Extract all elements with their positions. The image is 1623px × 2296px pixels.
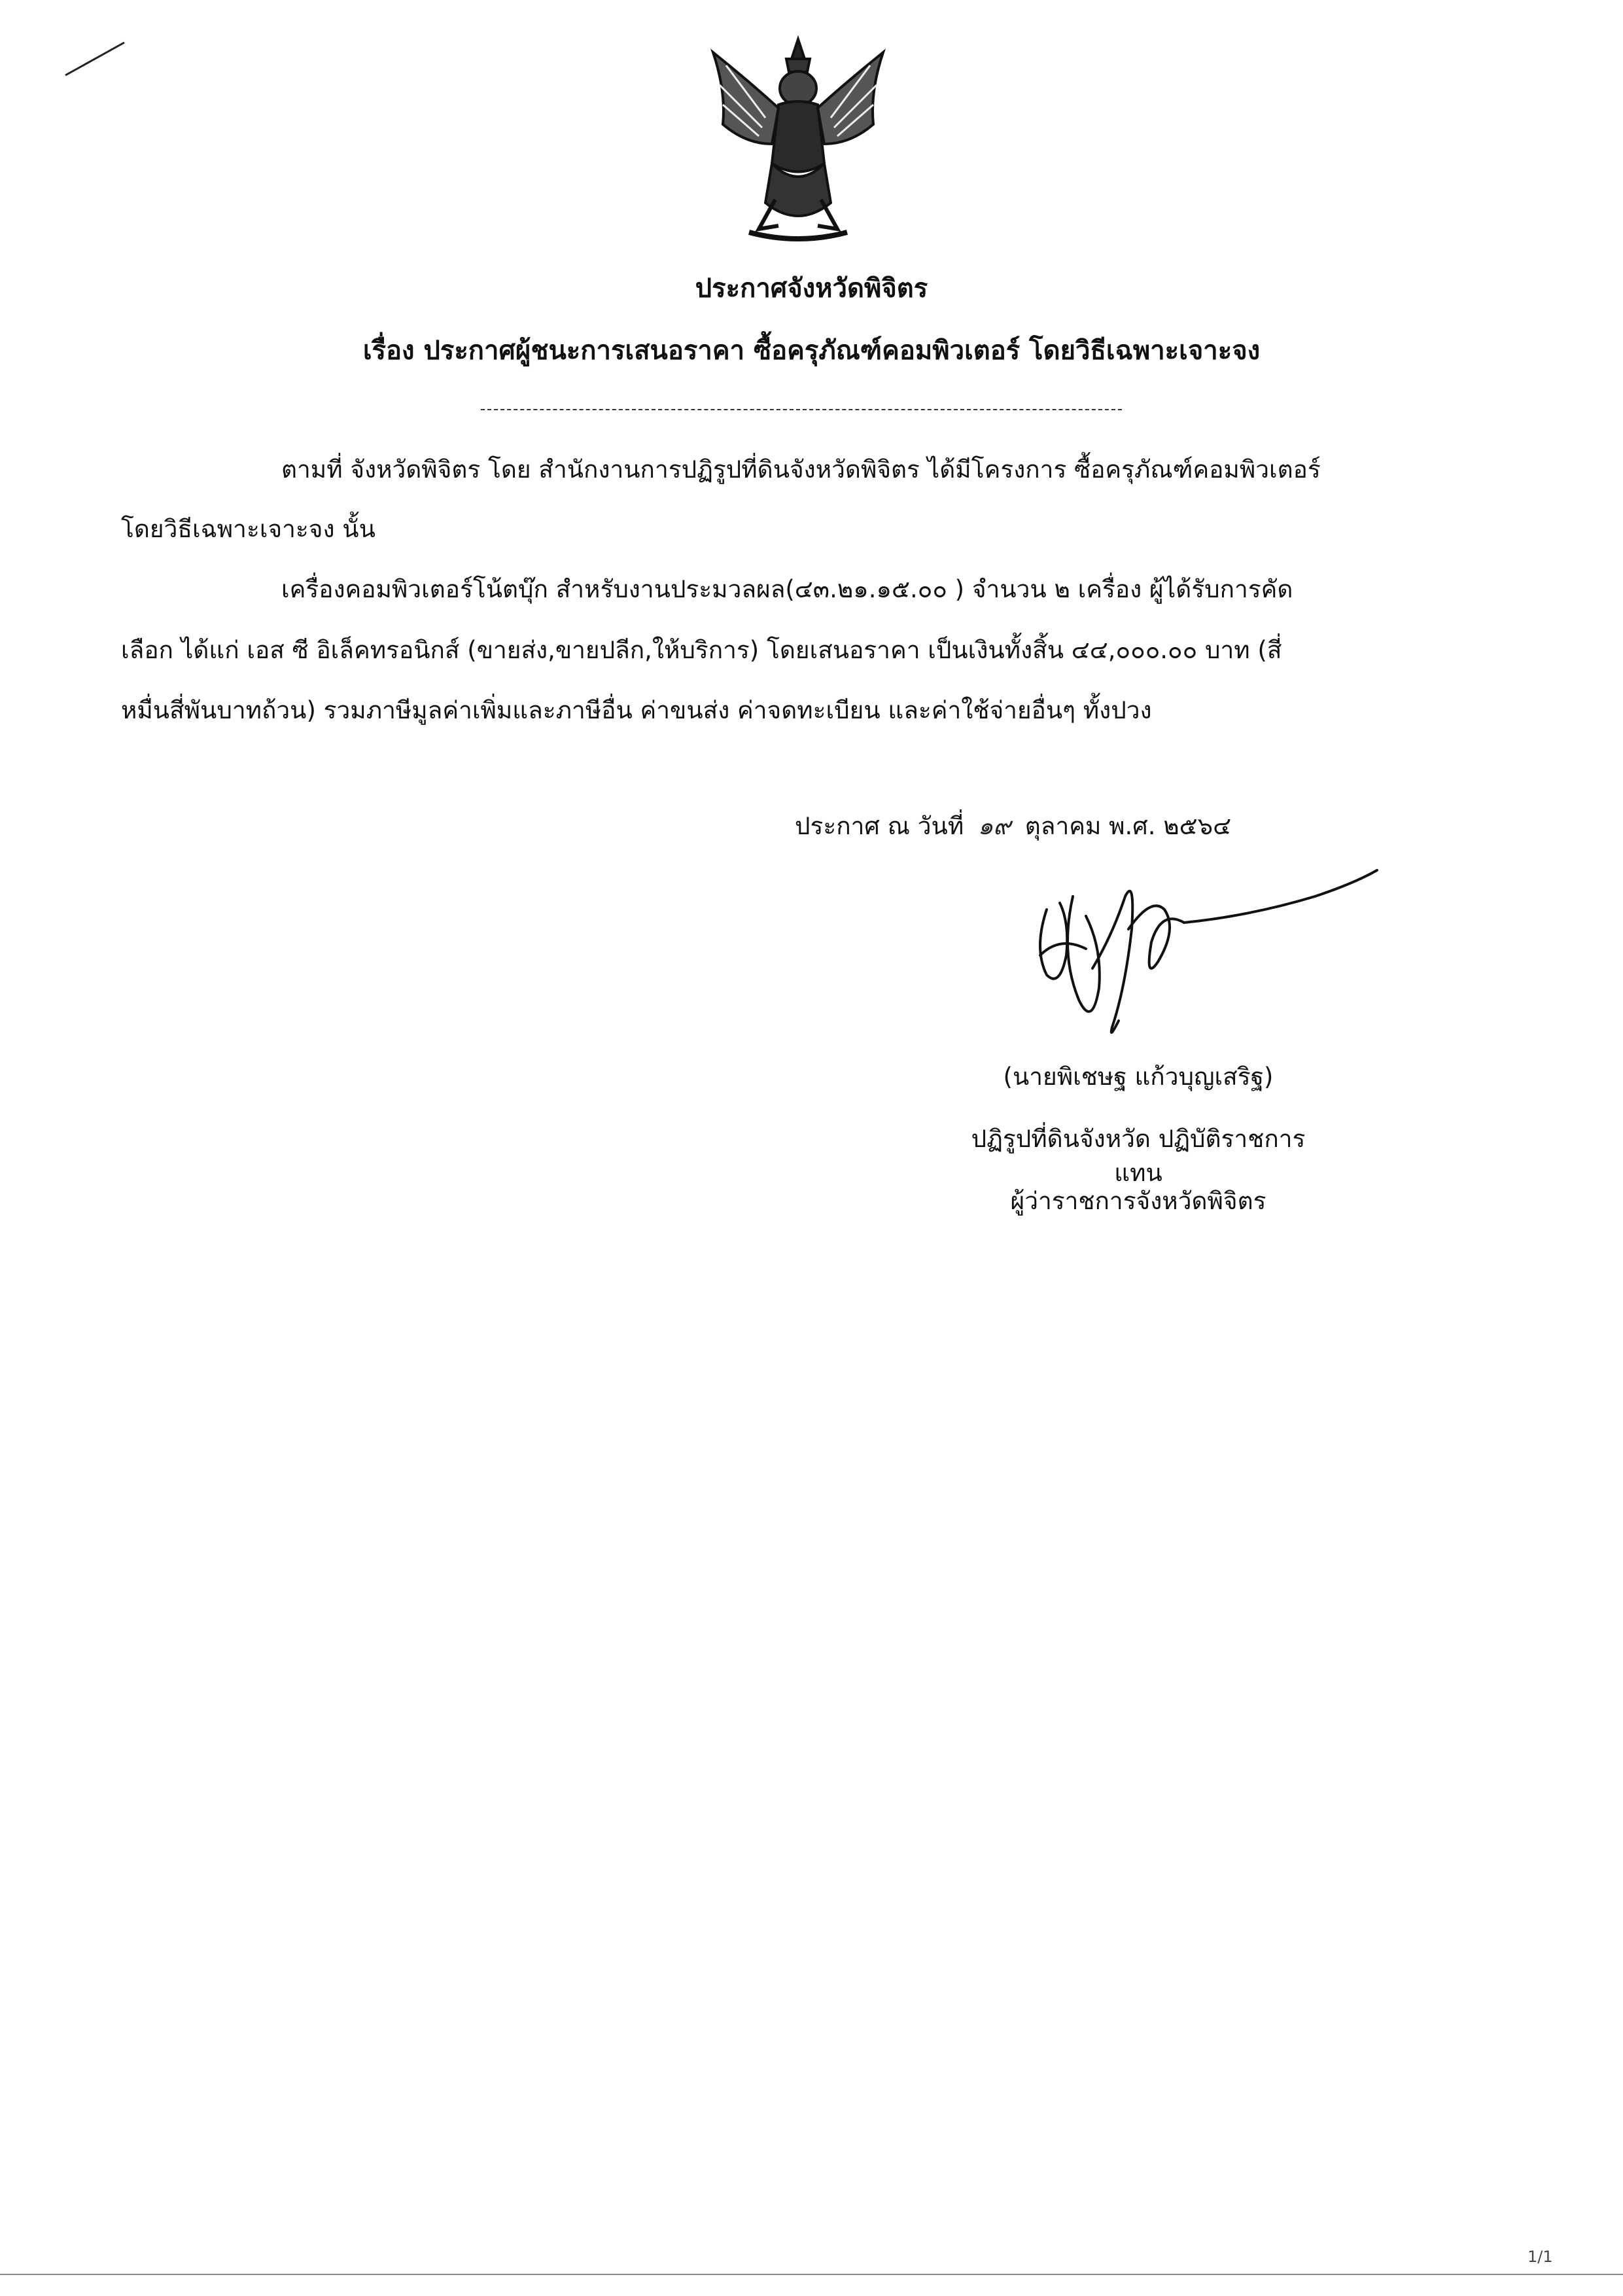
scan-edge-line (0, 2274, 1623, 2275)
pen-mark-icon (62, 39, 128, 79)
paragraph-2-line-1: เครื่องคอมพิวเตอร์โน้ตบุ๊ก สำหรับงานประมวลผล(๔๓.๒๑.๑๕.๐๐ ) จำนวน ๒ เครื่อง ผู้ได้รับการคัด (281, 575, 1293, 603)
signatory-position-2: ผู้ว่าราชการจังหวัดพิจิตร (1010, 1187, 1266, 1215)
page-number: 1/1 (1527, 2248, 1553, 2266)
signatory-name: (นายพิเชษฐ แก้วบุญเสริฐ) (1003, 1063, 1274, 1091)
paragraph-1-line-2: โดยวิธีเฉพาะเจาะจง นั้น (121, 515, 375, 543)
dashed-divider (481, 409, 1122, 410)
signatory-position-1: ปฏิรูปที่ดินจังหวัด ปฏิบัติราชการแทน (971, 1125, 1306, 1187)
garuda-emblem-icon (687, 33, 909, 249)
paragraph-2-line-2: เลือก ได้แก่ เอส ซี อิเล็คทรอนิกส์ (ขายส่ง,ขายปลีก,ให้บริการ) โดยเสนอราคา เป็นเงินทั้งสิ้น ๔๔,๐๐๐.๐๐ บาท (สี่ (121, 636, 1282, 664)
document-subject: เรื่อง ประกาศผู้ชนะการเสนอราคา ซื้อครุภัณฑ์คอมพิวเตอร์ โดยวิธีเฉพาะเจาะจง (362, 336, 1261, 366)
announcement-suffix: ตุลาคม พ.ศ. ๒๕๖๔ (1024, 812, 1232, 840)
announcement-prefix: ประกาศ ณ วันที่ (795, 812, 964, 840)
document-title: ประกาศจังหวัดพิจิตร (695, 274, 928, 304)
paragraph-2-line-3: หมื่นสี่พันบาทถ้วน) รวมภาษีมูลค่าเพิ่มและภาษีอื่น ค่าขนส่ง ค่าจดทะเบียน และค่าใช้จ่ายอื่นๆ ทั้งปวง (121, 696, 1152, 724)
handwritten-day: ๑๙ (977, 812, 1011, 840)
paragraph-1-line-1: ตามที่ จังหวัดพิจิตร โดย สำนักงานการปฏิรูปที่ดินจังหวัดพิจิตร ได้มีโครงการ ซื้อครุภัณฑ์คอมพิวเตอร์ (281, 455, 1321, 484)
announcement-date (795, 809, 1231, 843)
handwritten-signature (1021, 857, 1387, 1047)
